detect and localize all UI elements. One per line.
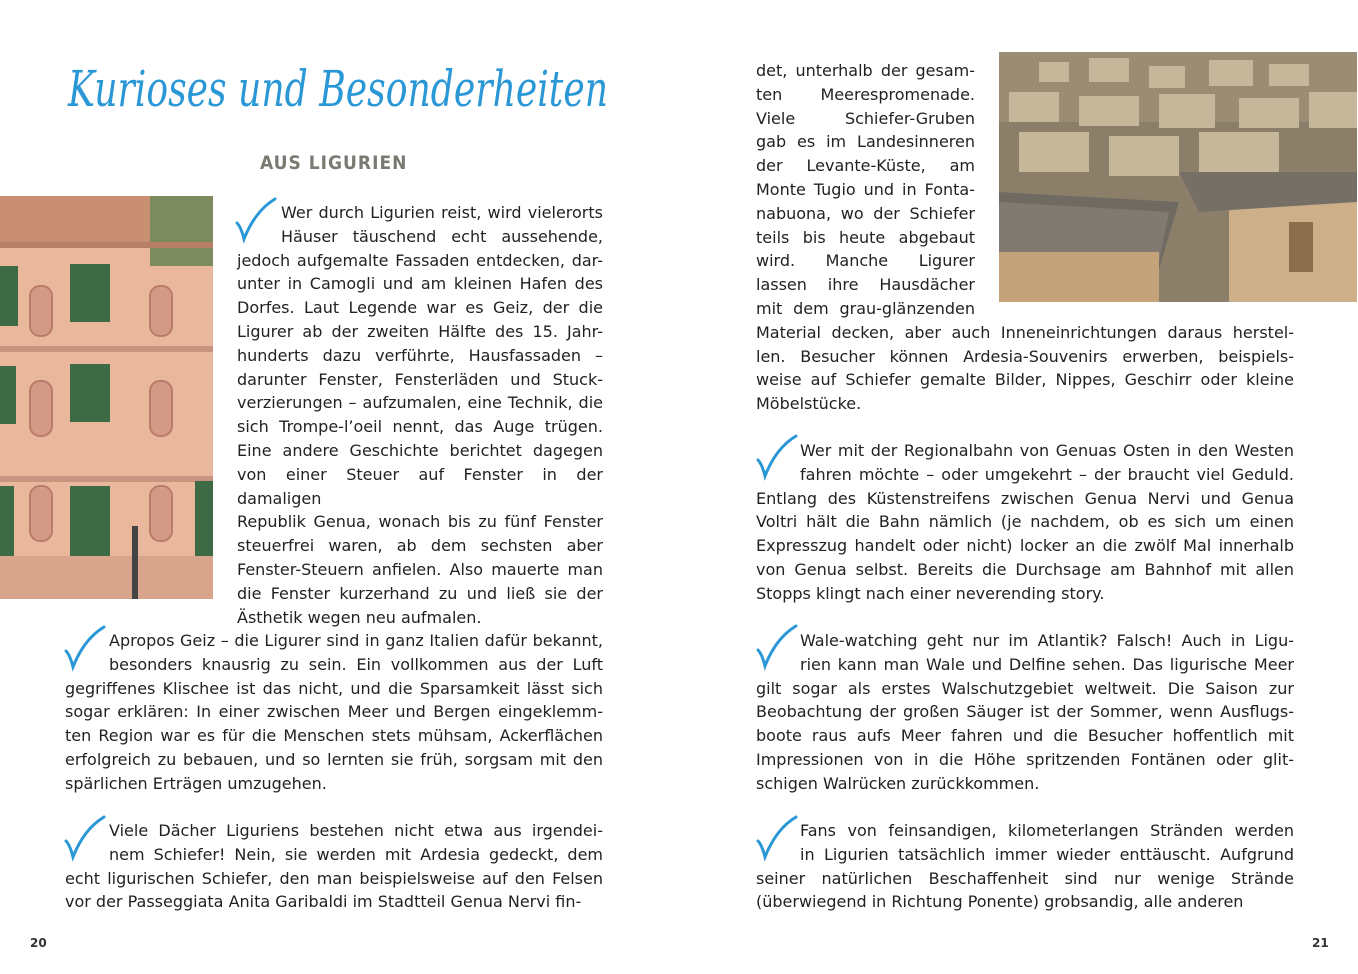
text-line: gab es im Landesinneren	[756, 132, 975, 152]
text-line: Ligurer ab der zweiten Hälfte des 15. Jahr-	[237, 321, 603, 341]
paragraph-facades	[237, 201, 603, 629]
text-line: echt ligurischen Schiefer, den man beispielsweise auf den Felsen	[65, 868, 603, 888]
text-line: der Levante-Küste, am	[756, 156, 975, 176]
text-line: sich Trompe-l’oeil nennt, das Auge trügen.	[237, 417, 603, 437]
paragraph-wale	[756, 629, 1294, 796]
paragraph-geiz	[65, 629, 603, 796]
text-line: wird. Manche Ligurer	[756, 251, 975, 271]
text-line: von einer Steuer auf Fenster in der damaligen	[237, 464, 603, 508]
text-line: die Fenster kurzerhand zu und ließ sie der	[237, 583, 603, 603]
text-line: von Genua selbst. Bereits die Durchsage am Bahnhof mit allen	[756, 559, 1294, 579]
text-line: nem Schiefer! Nein, sie werden mit Ardesia gedeckt, dem	[109, 844, 603, 864]
page-number: 20	[30, 936, 47, 950]
text-line: Material decken, aber auch Inneneinrichtungen daraus herstel-	[756, 322, 1294, 342]
text-line: Entlang des Küstenstreifens zwischen Genua Nervi und Genua	[756, 488, 1294, 508]
text-line: fahren möchte – oder umgekehrt – der braucht viel Geduld.	[800, 464, 1294, 484]
text-line: jedoch aufgemalte Fassaden entdecken, dar-	[237, 250, 603, 270]
text-line: Impressionen von in die Höhe spritzenden Fontänen oder glit-	[756, 749, 1294, 769]
paragraph-schiefer	[65, 819, 603, 914]
text-line: Möbelstücke.	[756, 394, 862, 414]
section-subtitle: AUS LIGURIEN	[260, 152, 408, 174]
text-line: weise auf Schiefer gemalte Bilder, Nippes, Geschirr oder kleine	[756, 370, 1294, 390]
text-line: det, unterhalb der gesam-	[756, 61, 975, 80]
paragraph-schiefer-continued	[756, 59, 1294, 416]
text-line: mit dem grau-glänzenden	[756, 298, 975, 318]
text-line: nabuona, wo der Schiefer	[756, 203, 975, 223]
text-line: Viele Schiefer-Gruben	[756, 108, 975, 128]
text-line: erfolgreich zu bebauen, und so lernten sie früh, sorgsam mit den	[65, 749, 603, 769]
text-line: Eine andere Geschichte berichtet dagegen	[237, 440, 603, 460]
right-page	[679, 0, 1358, 974]
text-line: teils bis heute abgebaut	[756, 227, 975, 247]
text-line: Wale-watching geht nur im Atlantik? Falsch! Auch in Ligu-	[800, 631, 1294, 650]
text-line: boote raus aufs Meer fahren und die Besucher hoffentlich mit	[756, 726, 1294, 746]
text-line: Dorfes. Laut Legende war es Geiz, der die	[237, 298, 603, 318]
facade-photo	[0, 196, 213, 599]
text-line: lassen ihre Hausdächer	[756, 275, 975, 295]
chapter-title-text: Kurioses und Besonderheiten	[67, 60, 608, 118]
text-line: in Ligurien tatsächlich immer wieder enttäuscht. Aufgrund	[800, 844, 1294, 864]
text-line: Stopps klingt nach einer neverending story.	[756, 583, 1105, 603]
text-line: gilt sogar als erstes Walschutzgebiet weltweit. Die Saison zur	[756, 678, 1294, 698]
text-line: Häuser täuschend echt aussehende,	[281, 226, 603, 246]
text-line: besonders knausrig zu sein. Ein vollkommen aus der Luft	[109, 654, 603, 674]
text-line: Voltri hält die Bahn nämlich (je nachdem, ob es sich um einen	[756, 512, 1294, 532]
paragraph-regionalbahn	[756, 439, 1294, 606]
text-line: (überwiegend in Richtung Ponente) grobsandig, alle anderen	[756, 892, 1244, 912]
text-line: len. Besucher können Ardesia-Souvenirs erwerben, beispiels-	[756, 346, 1294, 366]
paragraph-straende	[756, 819, 1294, 914]
text-line: gegriffenes Klischee ist das nicht, und die Sparsamkeit lässt sich	[65, 678, 603, 698]
text-line: Fans von feinsandigen, kilometerlangen Stränden werden	[800, 821, 1294, 840]
chapter-title	[64, 28, 624, 128]
text-line: vor der Passeggiata Anita Garibaldi im Stadtteil Genua Nervi fin-	[65, 892, 582, 912]
text-line: seiner natürlichen Beschaffenheit sind nur wenige Strände	[756, 868, 1294, 888]
text-line: sogar erklären: In einer zwischen Meer und Bergen eingeklemm-	[65, 702, 603, 722]
page-number: 21	[1312, 936, 1329, 950]
text-line: Viele Dächer Liguriens bestehen nicht etwa aus irgendei-	[109, 821, 603, 840]
text-line: verzierungen – aufzumalen, eine Technik, die	[237, 393, 603, 413]
text-line: Expresszug handelt oder nicht) locker an die zwölf Mal innerhalb	[756, 536, 1294, 556]
text-line: ten Region war es für die Menschen stets mühsam, Ackerflächen	[65, 726, 603, 746]
text-line: Monte Tugio und in Fonta-	[756, 179, 975, 199]
text-line: Wer mit der Regionalbahn von Genuas Osten in den Westen	[800, 441, 1294, 460]
text-line: steuerfrei waren, ab dem sechsten aber	[237, 536, 603, 556]
text-line: Republik Genua, wonach bis zu fünf Fenster	[237, 512, 603, 532]
text-line: Fenster-Steuern anfielen. Also mauerte man	[237, 559, 603, 579]
text-line: Ästhetik wegen neu aufmalen.	[237, 607, 482, 627]
text-line: spärlichen Erträgen umzugehen.	[65, 773, 327, 793]
text-line: Beobachtung der großen Säuger ist der Sommer, wenn Ausflugs-	[756, 702, 1294, 722]
text-line: schigen Walrücken zurückkommen.	[756, 773, 1040, 793]
text-line: ten Meerespromenade.	[756, 84, 975, 104]
text-line: unter in Camogli und am kleinen Hafen des	[237, 274, 603, 294]
text-line: rien kann man Wale und Delfine sehen. Das ligurische Meer	[800, 654, 1294, 674]
text-line: Apropos Geiz – die Ligurer sind in ganz Italien dafür bekannt,	[109, 631, 603, 650]
text-line: Wer durch Ligurien reist, wird vielerorts	[281, 203, 603, 222]
text-line: hunderts dazu verführte, Hausfassaden –	[237, 345, 603, 365]
text-line: darunter Fenster, Fensterläden und Stuck-	[237, 369, 603, 389]
